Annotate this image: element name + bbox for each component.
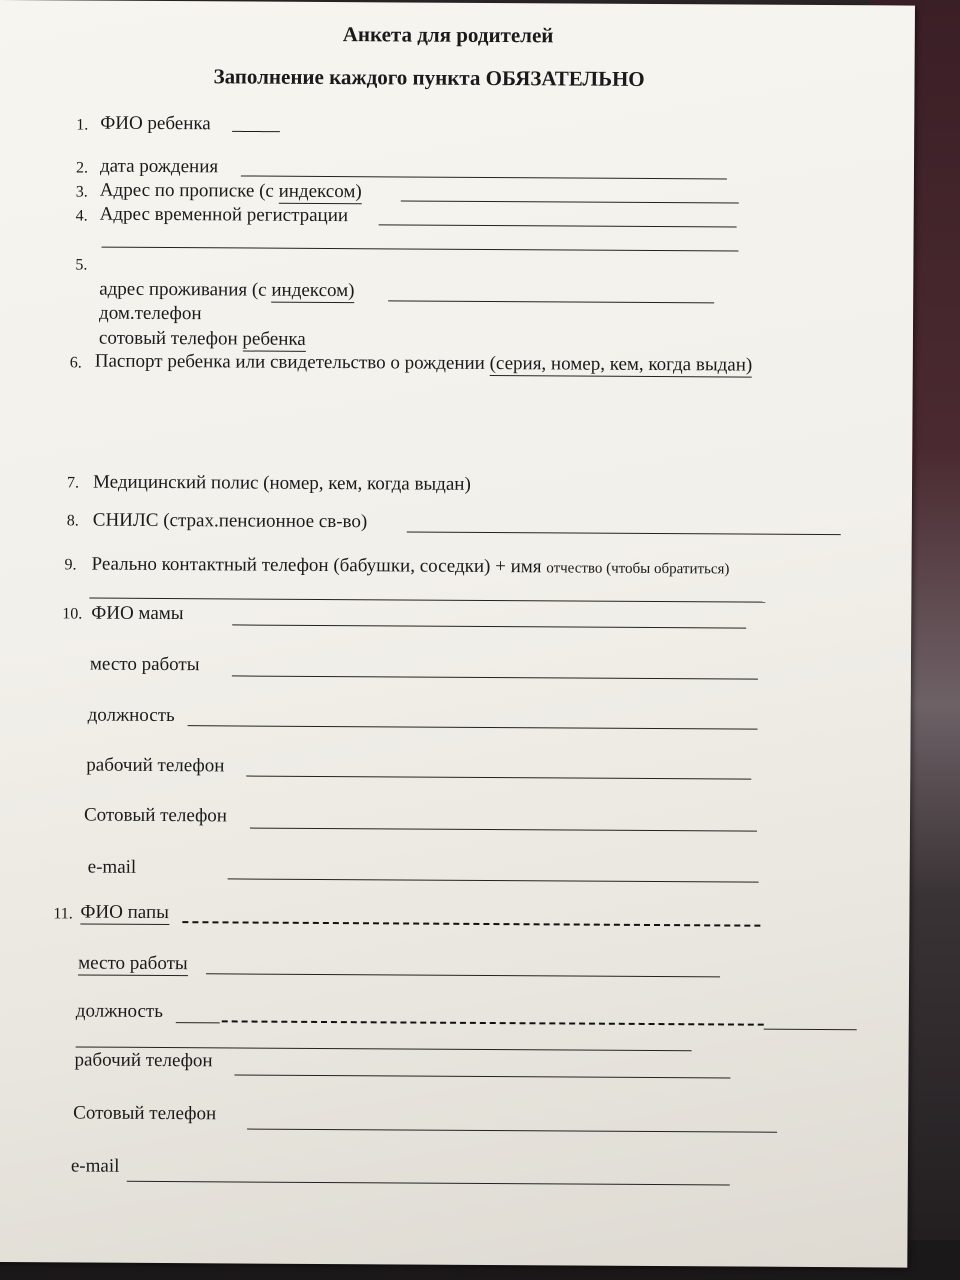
item-number-9: 9. xyxy=(64,556,77,574)
snils-label: СНИЛС (страх.пенсионное св-во) xyxy=(92,509,368,533)
mother-position-label: должность xyxy=(87,704,175,727)
temp-registration-field-line2[interactable] xyxy=(101,247,738,252)
child-mobile-label xyxy=(99,329,306,349)
living-address-label xyxy=(99,280,354,301)
father-work-phone-label: рабочий телефон xyxy=(74,1049,213,1072)
father-email-label: e-mail xyxy=(70,1155,120,1177)
mother-work-phone-field[interactable] xyxy=(246,776,751,780)
item-number-4: 4. xyxy=(75,207,88,225)
father-work-phone-field[interactable] xyxy=(234,1074,730,1078)
contact-phone-field[interactable] xyxy=(89,598,765,603)
item-number-7: 7. xyxy=(66,474,80,492)
father-position-label: должность xyxy=(75,1000,163,1023)
mother-mobile-label: Сотовый телефон xyxy=(83,804,228,827)
item-number-1: 1. xyxy=(76,116,89,134)
mother-position-field[interactable] xyxy=(188,725,758,729)
registration-address-field[interactable] xyxy=(401,200,739,203)
mother-work-phone-label: рабочий телефон xyxy=(86,754,225,777)
father-email-field[interactable] xyxy=(127,1181,730,1186)
item-number-6: 6. xyxy=(69,354,82,372)
passport-detail: (серия, номер, кем, когда выдан) xyxy=(489,352,753,376)
item-number-8: 8. xyxy=(66,512,79,530)
item-number-5: 5. xyxy=(75,256,88,274)
father-position-field-end[interactable] xyxy=(764,1029,857,1031)
registration-address-index: индексом) xyxy=(278,180,362,203)
mother-email-label: e-mail xyxy=(87,856,137,878)
medical-policy-label: Медицинский полис (номер, кем, когда выдан) xyxy=(92,471,471,495)
living-address-text: адрес проживания (с xyxy=(99,278,272,301)
contact-phone-label xyxy=(91,555,729,578)
child-mobile-word: ребенка xyxy=(242,328,306,350)
mother-workplace-label: место работы xyxy=(89,653,200,676)
mother-email-field[interactable] xyxy=(228,878,759,882)
temp-registration-field[interactable] xyxy=(379,224,737,227)
father-name-label xyxy=(80,903,169,923)
father-position-field[interactable] xyxy=(222,1020,764,1025)
father-workplace-field[interactable] xyxy=(206,973,720,977)
registration-address-label xyxy=(100,181,362,202)
father-position-field-start[interactable] xyxy=(176,1022,220,1023)
mother-mobile-field[interactable] xyxy=(250,828,757,832)
living-address-index: индексом) xyxy=(271,279,355,302)
item-number-3: 3. xyxy=(75,183,88,201)
document-title: Анкета для родителей xyxy=(342,22,554,48)
father-name-text: ФИО папы xyxy=(80,901,169,924)
father-name-field[interactable] xyxy=(182,921,760,927)
mother-name-label: ФИО мамы xyxy=(91,602,184,625)
registration-address-text: Адрес по прописке (с xyxy=(99,179,279,202)
contact-phone-note: отчество (чтобы обратиться) xyxy=(546,560,730,578)
child-name-blank: _____ xyxy=(232,113,280,135)
child-name-label: ФИО ребенка xyxy=(100,112,211,135)
mother-name-field[interactable] xyxy=(232,624,746,628)
child-mobile-text: сотовый телефон xyxy=(98,327,243,350)
birth-date-label: дата рождения xyxy=(99,155,219,178)
father-mobile-label: Сотовый телефон xyxy=(73,1102,217,1125)
document-subtitle: Заполнение каждого пункта ОБЯЗАТЕЛЬНО xyxy=(213,64,645,91)
birth-date-field[interactable] xyxy=(241,175,727,179)
item-number-11: 11. xyxy=(53,905,73,923)
father-workplace-label xyxy=(78,953,188,973)
father-mobile-field[interactable] xyxy=(247,1129,777,1133)
temp-registration-label: Адрес временной регистрации xyxy=(99,203,349,227)
home-phone-label: дом.телефон xyxy=(99,302,202,325)
item-number-2: 2. xyxy=(75,159,89,177)
living-address-field[interactable] xyxy=(388,300,714,303)
contact-phone-text: Реально контактный телефон (бабушки, соседки) + имя xyxy=(91,553,542,578)
item-number-10: 10. xyxy=(62,605,83,623)
passport-label xyxy=(95,352,753,375)
father-workplace-text: место работы xyxy=(78,952,188,975)
snils-field[interactable] xyxy=(407,531,841,535)
passport-text: Паспорт ребенка или свидетельство о рождении xyxy=(94,350,490,374)
mother-workplace-field[interactable] xyxy=(232,675,758,679)
